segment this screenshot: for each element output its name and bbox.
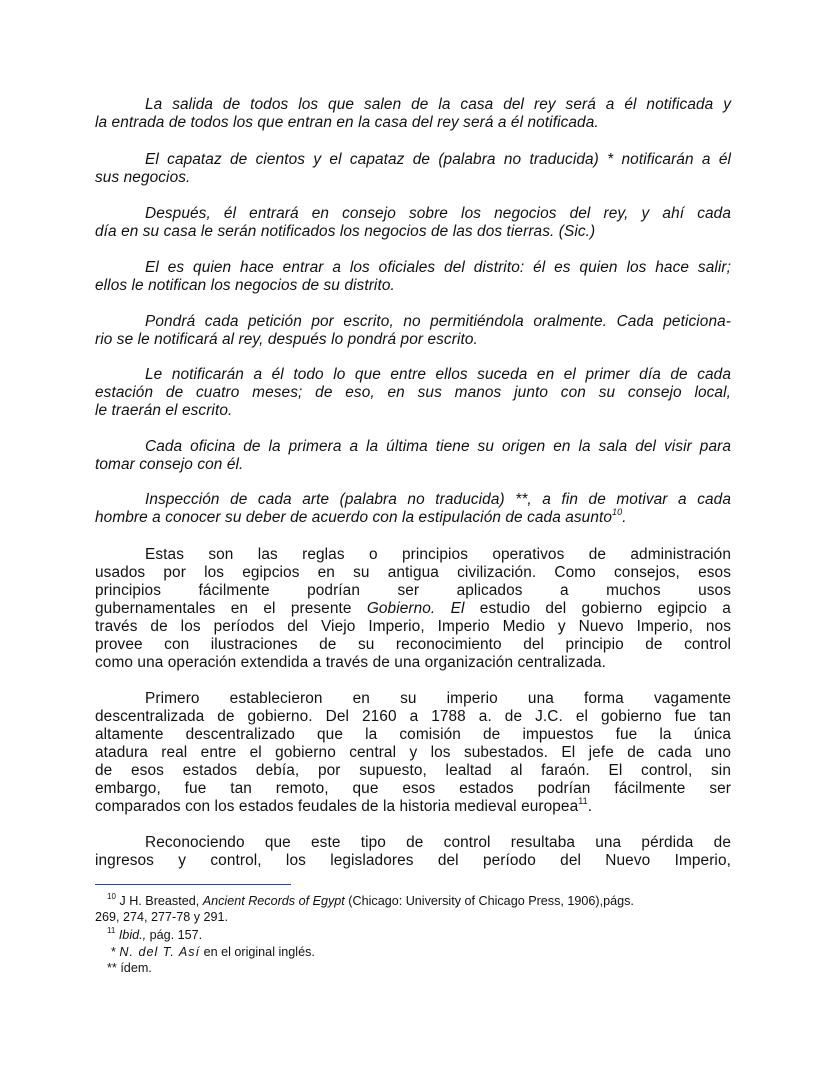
text-line: ellos le notifican los negocios de su distrito. — [95, 277, 395, 294]
text-line — [95, 506, 731, 527]
body-paragraph-1 — [95, 546, 731, 672]
footnote-11-line — [95, 925, 203, 942]
footnote-11-text: pág. 157. — [146, 928, 203, 942]
quote-paragraph-8 — [95, 491, 731, 527]
quote-paragraph-4 — [95, 259, 731, 295]
footnote-10-line-2: 269, 274, 277-78 y 291. — [95, 910, 229, 924]
footnote-double-star — [95, 960, 735, 976]
text-line: Cada oficina de la primera a la última tiene su origen en la sala del visir para — [145, 438, 731, 455]
footnote-11 — [95, 927, 735, 943]
text-line-tail: estudio del gobierno egipcio a — [464, 600, 731, 617]
text-line: La salida de todos los que salen de la casa del rey será a él notificada y — [145, 96, 731, 113]
text-line — [95, 600, 731, 618]
text-line: Primero establecieron en su imperio una forma vagamente — [145, 690, 731, 707]
text-line: Pondrá cada petición por escrito, no permitiéndola oralmente. Cada peticiona- — [145, 313, 731, 330]
footnote-ref-10[interactable]: 10 — [612, 506, 623, 517]
footnote-ibid: Ibid., — [118, 928, 147, 942]
text-line: altamente descentralizado que la comisión de impuestos fue la única — [95, 726, 731, 743]
text-line: Después, él entrará en consejo sobre los negocios del rey, y ahí cada — [145, 205, 731, 222]
text-line: través de los períodos del Viejo Imperio, Imperio Medio y Nuevo Imperio, nos — [95, 618, 731, 635]
text-line: la entrada de todos los que entran en la casa del rey será a él notificada. — [95, 114, 599, 131]
text-line: día en su casa le serán notificados los negocios de las dos tierras. (Sic.) — [95, 223, 596, 240]
text-line: estación de cuatro meses; de eso, en sus manos junto con su consejo local, — [95, 384, 731, 401]
footnote-10 — [95, 893, 735, 925]
quote-paragraph-6 — [95, 366, 731, 420]
body-paragraph-3 — [95, 834, 731, 870]
text-line — [95, 795, 731, 816]
text-line: como una operación extendida a través de una organización centralizada. — [95, 654, 607, 671]
quote-paragraph-2 — [95, 151, 731, 187]
quote-paragraph-7 — [95, 438, 731, 474]
footnote-ref-11[interactable]: 11 — [578, 795, 588, 806]
footnote-mark-10: 10 — [107, 891, 116, 901]
text-line: provee con ilustraciones de su reconocimiento del principio de control — [95, 636, 731, 653]
period: . — [587, 798, 593, 815]
text-line: Estas son las reglas o principios operativos de administración — [145, 546, 731, 563]
text-line: embargo, fue tan remoto, que esos estados podrían fácilmente ser — [95, 780, 731, 797]
text-line: El es quien hace entrar a los oficiales del distrito: él es quien los hace salir; — [145, 259, 731, 276]
text-line: rio se le notificará al rey, después lo pondrá por escrito. — [95, 331, 478, 348]
footnote-author: J H. Breasted, — [115, 894, 203, 908]
italic-words: Gobierno. El — [366, 600, 465, 617]
text-line: principios fácilmente podrían ser aplicados a muchos usos — [95, 582, 731, 599]
footnote-book-title: Ancient Records of Egypt — [202, 894, 345, 908]
footnote-divider — [95, 884, 291, 885]
footnote-star-line — [95, 945, 315, 959]
footnote-star-italic: N. del T. Así — [119, 945, 201, 959]
quote-paragraph-1 — [95, 96, 731, 132]
footnote-double-star-line — [95, 961, 152, 975]
text-line-content: gubernamentales en el presente — [95, 600, 367, 617]
footnote-star — [95, 944, 735, 960]
text-line-content: comparados con los estados feudales de la historia medieval europea — [95, 798, 579, 815]
text-line: atadura real entre el gobierno central y los subestados. El jefe de cada uno — [95, 744, 731, 761]
text-line: usados por los egipcios en su antigua civilización. Como consejos, esos — [95, 564, 731, 581]
footnote-star-mark: * — [111, 945, 120, 959]
footnote-10-line-1 — [95, 891, 634, 908]
body-paragraph-2 — [95, 690, 731, 816]
footnote-double-star-mark: ** — [107, 961, 121, 975]
text-line: Le notificarán a él todo lo que entre ellos suceda en el primer día de cada — [145, 366, 731, 383]
footnote-double-star-text: ídem. — [120, 961, 152, 975]
footnote-publication: (Chicago: University of Chicago Press, 1906),págs. — [344, 894, 634, 908]
quote-paragraph-5 — [95, 313, 731, 349]
quote-paragraph-3 — [95, 205, 731, 241]
text-line: sus negocios. — [95, 169, 191, 186]
text-line-content: hombre a conocer su deber de acuerdo con la estipulación de cada asunto — [95, 509, 613, 526]
text-line: Inspección de cada arte (palabra no traducida) **, a fin de motivar a cada — [145, 491, 731, 508]
footnote-star-text: en el original inglés. — [200, 945, 315, 959]
text-line: tomar consejo con él. — [95, 456, 244, 473]
text-line: Reconociendo que este tipo de control resultaba una pérdida de — [145, 834, 731, 851]
text-line: de esos estados debía, por supuesto, lealtad al faraón. El control, sin — [95, 762, 731, 779]
period: . — [622, 509, 627, 526]
text-line: descentralizada de gobierno. Del 2160 a 1788 a. de J.C. el gobierno fue tan — [95, 708, 731, 725]
text-line: El capataz de cientos y el capataz de (palabra no traducida) * notificarán a él — [145, 151, 731, 168]
text-line: ingresos y control, los legisladores del período del Nuevo Imperio, — [95, 852, 731, 869]
text-line: le traerán el escrito. — [95, 402, 233, 419]
footnote-mark-11: 11 — [107, 925, 116, 935]
